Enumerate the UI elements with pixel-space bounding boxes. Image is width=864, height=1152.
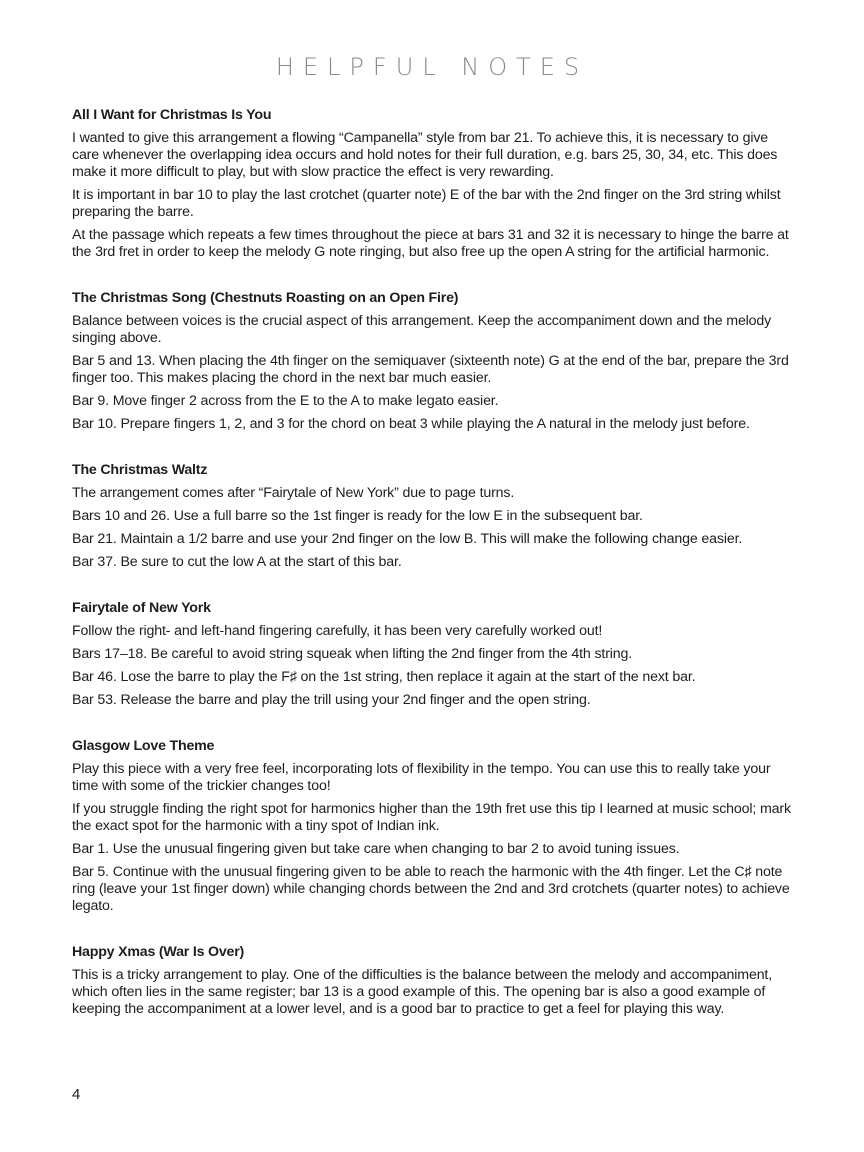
section-heading: The Christmas Song (Chestnuts Roasting on an Open Fire) (72, 290, 459, 306)
paragraph: Bar 9. Move finger 2 across from the E to the A to make legato easier. (72, 393, 499, 409)
paragraph: Follow the right- and left-hand fingering carefully, it has been very carefully worked out! (72, 623, 603, 639)
section-the-christmas-song (72, 289, 794, 433)
section-heading: Happy Xmas (War Is Over) (72, 944, 245, 960)
paragraph: Bar 10. Prepare fingers 1, 2, and 3 for the chord on beat 3 while playing the A natural in the melody just before. (72, 416, 750, 432)
section-fairytale-of-new-york (72, 599, 794, 709)
paragraph: This is a tricky arrangement to play. One of the difficulties is the balance between the melody and accompaniment, which often lies in the same register; bar 13 is a good example of this. The opening bar is also a good example of keeping the accompaniment at a lower level, and is a good bar to practice to get a feel for playing this way. (72, 967, 773, 1017)
paragraph: The arrangement comes after “Fairytale of New York” due to page turns. (72, 485, 515, 501)
paragraph: It is important in bar 10 to play the last crotchet (quarter note) E of the bar with the 2nd finger on the 3rd string whilst preparing the barre. (72, 187, 781, 220)
section-heading: The Christmas Waltz (72, 462, 208, 478)
section-heading: Glasgow Love Theme (72, 738, 215, 754)
paragraph: Bar 21. Maintain a 1/2 barre and use your 2nd finger on the low B. This will make the following change easier. (72, 531, 743, 547)
paragraph: At the passage which repeats a few times throughout the piece at bars 31 and 32 it is necessary to hinge the barre at the 3rd fret in order to keep the melody G note ringing, but also free up the open A string for the artificial harmonic. (72, 227, 789, 260)
paragraph: Play this piece with a very free feel, incorporating lots of flexibility in the tempo. You can use this to really take your time with some of the trickier changes too! (72, 761, 771, 794)
paragraph: Bar 37. Be sure to cut the low A at the start of this bar. (72, 554, 402, 570)
paragraph: Bars 10 and 26. Use a full barre so the 1st finger is ready for the low E in the subsequent bar. (72, 508, 643, 524)
section-all-i-want-for-christmas (72, 106, 794, 261)
notes-content (72, 106, 794, 1046)
paragraph: Bar 53. Release the barre and play the trill using your 2nd finger and the open string. (72, 692, 591, 708)
page-number: 4 (72, 1086, 81, 1103)
page-title: HELPFUL NOTES (275, 53, 589, 81)
paragraph: Bar 5. Continue with the unusual fingering given to be able to reach the harmonic with the 4th finger. Let the C♯ note ring (leave your 1st finger down) while changing chords between the 2nd and 3rd crotchets (quarter notes) to achieve legato. (72, 864, 790, 914)
section-heading: All I Want for Christmas Is You (72, 107, 272, 123)
paragraph: Bar 5 and 13. When placing the 4th finger on the semiquaver (sixteenth note) G at the end of the bar, prepare the 3rd finger too. This makes placing the chord in the next bar much easier. (72, 353, 789, 386)
paragraph: Balance between voices is the crucial aspect of this arrangement. Keep the accompaniment down and the melody singing above. (72, 313, 772, 346)
section-glasgow-love-theme (72, 737, 794, 915)
paragraph: Bar 46. Lose the barre to play the F♯ on the 1st string, then replace it again at the start of the next bar. (72, 669, 696, 685)
section-heading: Fairytale of New York (72, 600, 211, 616)
paragraph: If you struggle finding the right spot for harmonics higher than the 19th fret use this tip I learned at music school; mark the exact spot for the harmonic with a tiny spot of Indian ink. (72, 801, 791, 834)
paragraph: I wanted to give this arrangement a flowing “Campanella” style from bar 21. To achieve this, it is necessary to give care whenever the overlapping idea occurs and hold notes for their full duration, e.g. bars 25, 30, 34, etc. This does make it more difficult to play, but with slow practice the effect is very rewarding. (72, 130, 778, 180)
paragraph: Bar 1. Use the unusual fingering given but take care when changing to bar 2 to avoid tuning issues. (72, 841, 680, 857)
section-the-christmas-waltz (72, 461, 794, 571)
paragraph: Bars 17–18. Be careful to avoid string squeak when lifting the 2nd finger from the 4th string. (72, 646, 633, 662)
section-happy-xmas (72, 943, 794, 1018)
